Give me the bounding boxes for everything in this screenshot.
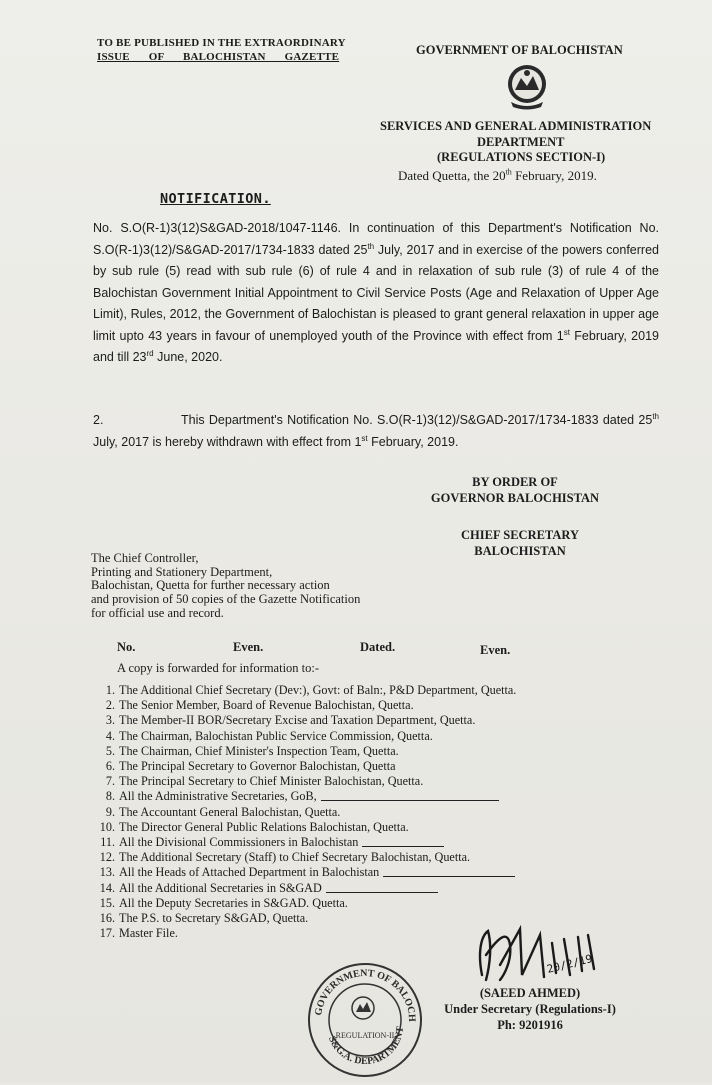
- paragraph-number: 2.: [93, 413, 104, 427]
- signer-designation: Under Secretary (Regulations-I): [444, 1002, 616, 1016]
- signer-phone: Ph: 9201916: [497, 1018, 563, 1032]
- chief-secretary-block: [440, 527, 600, 559]
- handwritten-signature: [460, 925, 630, 985]
- fill-in-blank: [326, 881, 438, 893]
- address-line: and provision of 50 copies of the Gazette Notification: [91, 592, 361, 607]
- para1-text-b: July, 2017 and in exercise of the powers conferred by sub rule (5) read with sub rule (6) of rule 4 and in relaxation of sub rule (3) of rule 4 of the Balochistan Government Initial Appointment to Civil Service Posts (Age and Relaxation of Upper Age Limit), Rules, 2012, the Government of Balochistan is pleased to grant general relaxation in upper age limit upto 43 years in favour of unemployed youth of the Province with effect from 1: [93, 242, 659, 343]
- notification-paragraph-1: [93, 218, 659, 369]
- address-line: Balochistan, Quetta for further necessary action: [91, 578, 330, 593]
- list-item: [90, 805, 650, 820]
- signer-block: [430, 985, 630, 1033]
- list-item: [90, 881, 650, 896]
- dated-text-end: February, 2019.: [511, 168, 597, 183]
- para1-text-a: No. S.O(R-1)3(12)S&GAD-2018/1047-1146. In continuation of this Department's Notification No. S.O(R-1)3(12)/S&GAD-2017/1734-1833 dated 25: [93, 221, 659, 257]
- gazette-notice-line1: TO BE PUBLISHED IN THE EXTRAORDINARY: [97, 37, 346, 49]
- list-item-text: The Accountant General Balochistan, Quetta.: [119, 804, 341, 819]
- list-item-number: 16.: [99, 911, 115, 926]
- chief-secretary-line2: BALOCHISTAN: [474, 544, 566, 558]
- list-item-text: All the Deputy Secretaries in S&GAD. Quetta.: [119, 895, 348, 910]
- list-item-number: 15.: [99, 895, 115, 910]
- dated-text: Dated Quetta, the 20: [398, 168, 506, 183]
- list-item-number: 9.: [105, 804, 115, 819]
- para1-text-d: June, 2020.: [153, 350, 223, 364]
- list-item-text: The Additional Chief Secretary (Dev:), Govt: of Baln:, P&D Department, Quetta.: [119, 683, 517, 697]
- para1-text-c: February, 2019 and till 23: [93, 328, 659, 364]
- para2-text-a: This Department's Notification No. S.O(R-1)3(12)/S&GAD-2017/1734-1833 dated 25: [181, 413, 653, 427]
- gazette-notice-line2: ISSUE OF BALOCHISTAN GAZETTE: [97, 51, 340, 63]
- list-item: [90, 729, 650, 744]
- list-item-number: 13.: [99, 865, 115, 880]
- address-line: The Chief Controller,: [91, 551, 199, 565]
- address-line: Printing and Stationery Department,: [91, 564, 273, 579]
- para2-text-b: July, 2017 is hereby withdrawn with effect from 1: [93, 434, 362, 449]
- list-item: [90, 835, 650, 850]
- list-item-text: The Senior Member, Board of Revenue Balochistan, Quetta.: [119, 698, 414, 713]
- list-item-number: 14.: [99, 880, 115, 895]
- list-item: [90, 759, 650, 774]
- dated-label: Dated.: [360, 640, 396, 654]
- list-item: [90, 698, 650, 713]
- list-item: [90, 911, 650, 926]
- list-item-text: All the Administrative Secretaries, GoB,: [119, 789, 317, 804]
- copy-forward-intro: A copy is forwarded for information to:-: [117, 661, 320, 675]
- chief-secretary-line1: CHIEF SECRETARY: [461, 528, 579, 542]
- list-item-text: The P.S. to Secretary S&GAD, Quetta.: [119, 911, 309, 926]
- by-order-line1: BY ORDER OF: [472, 475, 558, 489]
- list-item-number: 3.: [105, 713, 115, 728]
- even-label-1: Even.: [233, 640, 264, 654]
- list-item-text: The Member-II BOR/Secretary Excise and Taxation Department, Quetta.: [119, 713, 476, 728]
- list-item: [90, 713, 650, 728]
- list-item-text: The Director General Public Relations Balochistan, Quetta.: [119, 819, 409, 834]
- by-order-line2: GOVERNOR BALOCHISTAN: [430, 491, 600, 505]
- seal-bottom-text: S&G.A. DEPARTMENT: [325, 1025, 407, 1068]
- list-item: [90, 774, 650, 789]
- list-item: [90, 896, 650, 911]
- para1-sup-b: st: [563, 327, 570, 337]
- list-item: [90, 744, 650, 759]
- para2-sup-b: st: [361, 433, 368, 443]
- list-item-text: The Chairman, Balochistan Public Service Commission, Quetta.: [119, 728, 433, 743]
- reference-number-row: [117, 640, 537, 658]
- government-title: GOVERNMENT OF BALOCHISTAN: [416, 43, 623, 57]
- list-item-number: 17.: [99, 926, 115, 941]
- official-seal-icon: [305, 960, 425, 1080]
- list-item-number: 7.: [105, 774, 115, 789]
- list-item-text: All the Heads of Attached Department in Balochistan: [119, 865, 380, 880]
- list-item-number: 5.: [105, 743, 115, 758]
- dated-sup: th: [505, 167, 512, 177]
- list-item-number: 8.: [105, 789, 115, 804]
- address-block: [91, 552, 451, 621]
- department-name-line1: SERVICES AND GENERAL ADMINISTRATION: [380, 119, 652, 133]
- list-item-text: The Principal Secretary to Chief Minister Balochistan, Quetta.: [119, 774, 424, 789]
- department-name-line2: DEPARTMENT: [477, 135, 565, 149]
- list-item-number: 10.: [99, 819, 115, 834]
- para1-sup-a: th: [367, 241, 375, 251]
- list-item-text: The Additional Secretary (Staff) to Chief Secretary Balochistan, Quetta.: [119, 850, 471, 865]
- list-item-number: 2.: [105, 698, 115, 713]
- para1-sup-c: rd: [146, 348, 154, 358]
- notification-heading: NOTIFICATION.: [160, 191, 271, 207]
- list-item: [90, 789, 650, 804]
- fill-in-blank: [383, 865, 515, 877]
- no-label: No.: [117, 640, 136, 654]
- para2-sup-a: th: [652, 411, 659, 421]
- list-item-number: 4.: [105, 728, 115, 743]
- list-item: [90, 683, 650, 698]
- list-item-number: 1.: [105, 683, 115, 697]
- list-item-text: The Principal Secretary to Governor Balochistan, Quetta: [119, 759, 396, 774]
- list-item-number: 11.: [100, 835, 115, 850]
- list-item-number: 12.: [99, 850, 115, 865]
- list-item: [90, 820, 650, 835]
- seal-top-text: GOVERNMENT OF BALOCH: [313, 967, 418, 1023]
- handwritten-date: 20/2/19: [545, 952, 594, 976]
- signer-name: (SAEED AHMED): [479, 986, 581, 1000]
- list-item-text: Master File.: [119, 926, 178, 941]
- address-line: for official use and record.: [91, 605, 224, 620]
- section-name: (REGULATIONS SECTION-I): [437, 150, 606, 164]
- list-item-text: All the Divisional Commissioners in Balochistan: [119, 835, 359, 850]
- even-label-2: Even.: [480, 643, 511, 657]
- fill-in-blank: [362, 835, 444, 847]
- copy-distribution-list: [90, 683, 650, 941]
- seal-center-text: REGULATION-II: [335, 1031, 395, 1040]
- by-order-block: [420, 474, 610, 506]
- notification-paragraph-2: [93, 410, 659, 453]
- list-item: [90, 850, 650, 865]
- para2-text-c: February, 2019.: [367, 434, 459, 449]
- dated-line: [398, 168, 597, 184]
- list-item-text: The Chairman, Chief Minister's Inspection Team, Quetta.: [119, 743, 399, 758]
- balochistan-emblem-icon: [505, 62, 549, 112]
- fill-in-blank: [321, 789, 499, 801]
- list-item: [90, 865, 650, 880]
- list-item-text: All the Additional Secretaries in S&GAD: [119, 880, 322, 895]
- list-item-number: 6.: [105, 759, 115, 774]
